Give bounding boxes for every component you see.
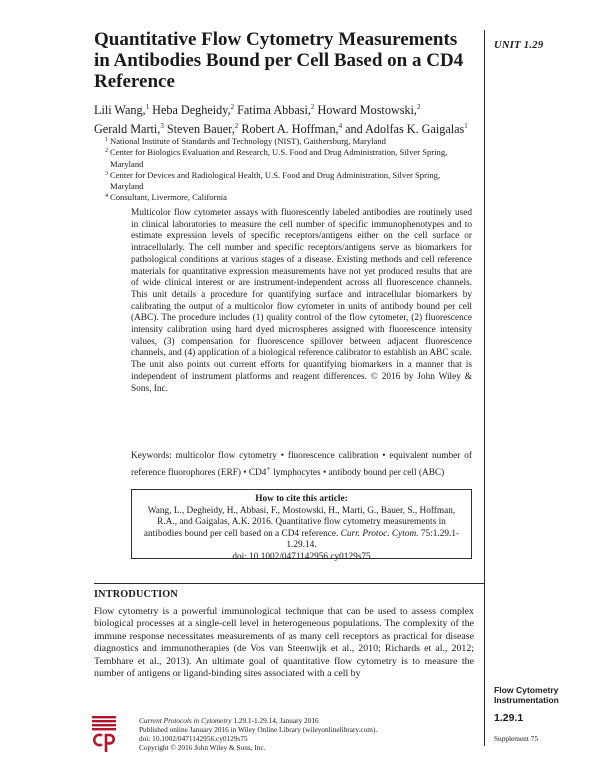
section-rule (94, 583, 484, 584)
author: Howard Mostowski,$^2$ (314, 103, 421, 118)
unit-label: UNIT 1.29 (494, 40, 544, 51)
footer-doi[interactable]: doi: 10.1002/0471142956.cy0129s75 (139, 734, 248, 744)
author: Fatima Abbasi,$^2$ (234, 103, 315, 118)
footer-journal-line: Current Protocols in Cytometry 1.29.1-1.29.14, January 2016 (139, 716, 319, 725)
affiliation-list (105, 136, 472, 204)
footer-published: Published online January 2016 in Wiley Online Library (wileyonlinelibrary.com). (139, 725, 378, 735)
author-list (94, 99, 474, 137)
supplement-label: Supplement 75 (494, 734, 538, 743)
author: Heba Degheidy,$^2$ (149, 103, 235, 118)
affiliation: 3 Center for Devices and Radiological Health, U.S. Food and Drug Administration, Silver Spring, Maryland (105, 169, 441, 192)
author: Lili Wang,$^1$ (94, 103, 150, 118)
author: and Adolfas K. Gaigalas$^1$ (342, 122, 468, 137)
citation-heading: How to cite this article: (255, 494, 348, 504)
article-title: Quantitative Flow Cytometry Measurements in Antibodies Bound per Cell Based on a CD4 Reference (94, 29, 464, 92)
affiliation: 4 Consultant, Livermore, California (105, 192, 227, 203)
citation-box (131, 489, 472, 562)
citation-journal: Curr. Protoc. Cytom. (340, 528, 419, 539)
current-protocols-logo (92, 716, 116, 752)
footer-copyright: Copyright © 2016 John Wiley & Sons, Inc. (139, 743, 266, 753)
author: Gerald Marti,$^3$ (94, 122, 164, 137)
abstract: Multicolor flow cytometer assays with fluorescently labeled antibodies are routinely used in clinical laboratories to measure the cell number of specific immunophenotypes and to estimate expression levels of specific receptors/antigens either on the cell surface or intracellularly. The cell number and specific receptors/antigens serve as biomarkers for pathological conditions at various stages of a disease. Existing methods and cell reference materials for quantitative expression measurements have not yet produced results that are of wide clinical interest or are instrument-independent across all fluorescence channels. This unit details a procedure for quantifying surface and intracellular biomarkers by calibrating the output of a multicolor flow cytometer in units of antibody bound per cell (ABC). The procedure includes (1) quality control of the flow cytometer, (2) fluorescence intensity calibration using hard dyed microspheres assigned with fluorescence intensity values, (3) compensation for fluorescence spillover between adjacent fluorescence channels, and (4) application of a biological reference calibrator to establish an ABC scale. The unit also points out current efforts for quantifying biomarkers in a manner that is independent of instrument platforms and reagent differences. © 2016 by John Wiley & Sons, Inc. (131, 208, 472, 394)
author: Robert A. Hoffman,$^4$ (238, 122, 343, 137)
citation-text: Wang, L., Degheidy, H., Abbasi, F., Mostowski, H., Marti, G., Bauer, S., Hoffman, R.A., and Gaigalas, A.K. 2016. Quantitative flow cytometry measurements in antibodies bound per cell based on a CD4 reference. Curr. Protoc. Cytom. 75:1.29.1-1.29.14. (143, 505, 460, 551)
affiliation: 1 National Institute of Standards and Technology (NIST), Gaithersburg, Maryland (105, 136, 386, 146)
intro-paragraph: Flow cytometry is a powerful immunological technique that can be used to assess complex biological processes at a single-cell level in heterogeneous populations. The complexity of the immune response necessitates measurements of as many cell receptors as practical for disease diagnostics and immunotherapies (de Vos van Steenwijk et al., 2010; Richards et al., 2012; Tembhare et al., 2013). An ultimate goal of quantitative flow cytometry is to measure the number of antigens or ligand-binding sites associated with a cell by (94, 606, 474, 680)
page-footer (139, 716, 469, 752)
intro-heading: INTRODUCTION (94, 589, 178, 600)
affiliation: 2 Center for Biologics Evaluation and Research, U.S. Food and Drug Administration, Silver Spring, Maryland (105, 147, 448, 169)
author: Steven Bauer,$^2$ (163, 122, 239, 137)
keywords-label: Keywords: (131, 451, 172, 461)
section-name: Flow Cytometry Instrumentation (494, 685, 559, 705)
margin-rule (484, 30, 485, 746)
keywords: Keywords: multicolor flow cytometry • fluorescence calibration • equivalent number of reference fluorophores (ERF) • CD4+ lymphocytes • antibody bound per cell (ABC) (131, 451, 473, 478)
citation-doi[interactable]: doi: 10.1002/0471142956.cy0129s75 (232, 551, 371, 562)
page-number: 1.29.1 (494, 712, 524, 724)
